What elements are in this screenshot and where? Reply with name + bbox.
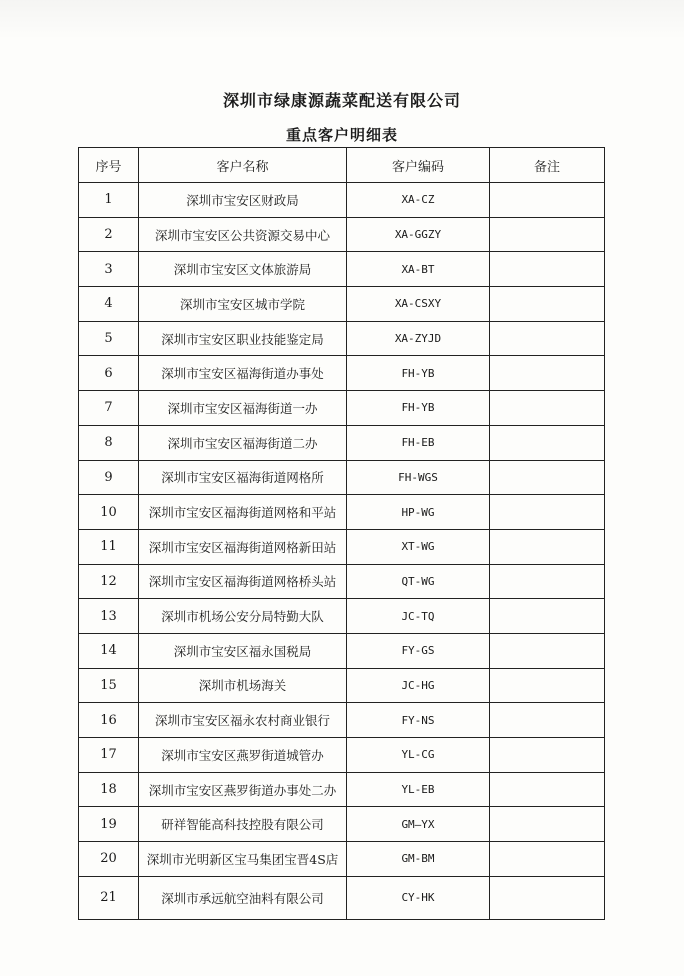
table-row [79,633,605,668]
client-code: GM-BM [347,842,490,877]
scan-shadow [0,0,684,40]
client-name: 深圳市宝安区燕罗街道办事处二办 [139,772,347,807]
header-code: 客户编码 [347,148,490,183]
client-table [78,147,605,920]
table-row [79,738,605,773]
table-row [79,287,605,322]
table-row [79,356,605,391]
table-row [79,391,605,426]
client-code: FH-WGS [347,460,490,495]
client-name: 深圳市宝安区职业技能鉴定局 [139,321,347,356]
client-name: 深圳市宝安区燕罗街道城管办 [139,738,347,773]
client-note [490,807,605,842]
client-name: 深圳市光明新区宝马集团宝晋4S店 [139,842,347,877]
row-number: 17 [79,738,139,773]
row-number: 11 [79,529,139,564]
client-name: 深圳市宝安区福永国税局 [139,633,347,668]
row-number: 14 [79,633,139,668]
header-name: 客户名称 [139,148,347,183]
table-row [79,529,605,564]
client-note [490,633,605,668]
row-number: 16 [79,703,139,738]
table-row [79,668,605,703]
row-number: 10 [79,495,139,530]
client-note [490,599,605,634]
client-code: JC-TQ [347,599,490,634]
client-code: YL-EB [347,772,490,807]
row-number: 20 [79,842,139,877]
row-number: 1 [79,183,139,218]
client-note [490,529,605,564]
client-note [490,425,605,460]
client-code: FY-GS [347,633,490,668]
table-row [79,217,605,252]
row-number: 8 [79,425,139,460]
row-number: 5 [79,321,139,356]
row-number: 3 [79,252,139,287]
table-row [79,842,605,877]
client-code: GM—YX [347,807,490,842]
client-code: XT-WG [347,529,490,564]
table-row [79,599,605,634]
table-row [79,460,605,495]
client-code: QT-WG [347,564,490,599]
client-name: 深圳市机场海关 [139,668,347,703]
client-code: XA-ZYJD [347,321,490,356]
client-code: XA-GGZY [347,217,490,252]
client-code: CY-HK [347,876,490,919]
client-note [490,564,605,599]
client-name: 深圳市宝安区福海街道一办 [139,391,347,426]
client-code: JC-HG [347,668,490,703]
client-name: 深圳市宝安区福海街道网格和平站 [139,495,347,530]
row-number: 2 [79,217,139,252]
table-row [79,252,605,287]
client-code: FY-NS [347,703,490,738]
client-note [490,287,605,322]
table-row [79,807,605,842]
table-row [79,564,605,599]
row-number: 12 [79,564,139,599]
client-name: 深圳市宝安区福海街道网格新田站 [139,529,347,564]
client-name: 深圳市宝安区文体旅游局 [139,252,347,287]
header-no: 序号 [79,148,139,183]
client-code: XA-BT [347,252,490,287]
table-row [79,425,605,460]
client-note [490,668,605,703]
client-note [490,183,605,218]
table-row [79,183,605,218]
client-name: 深圳市机场公安分局特勤大队 [139,599,347,634]
row-number: 19 [79,807,139,842]
client-note [490,842,605,877]
table-row [79,772,605,807]
table-row [79,876,605,919]
client-name: 深圳市宝安区财政局 [139,183,347,218]
table-title: 重点客户明细表 [285,126,398,144]
row-number: 13 [79,599,139,634]
company-name: 深圳市绿康源蔬菜配送有限公司 [222,91,461,110]
client-name: 深圳市宝安区福永农村商业银行 [139,703,347,738]
client-name: 深圳市宝安区福海街道网格所 [139,460,347,495]
table-header-row [79,148,605,183]
table-row [79,321,605,356]
client-code: HP-WG [347,495,490,530]
client-code: FH-YB [347,356,490,391]
client-name: 深圳市承远航空油料有限公司 [139,876,347,919]
client-code: YL-CG [347,738,490,773]
client-name: 深圳市宝安区公共资源交易中心 [139,217,347,252]
client-note [490,495,605,530]
client-code: XA-CZ [347,183,490,218]
client-name: 深圳市宝安区福海街道办事处 [139,356,347,391]
client-note [490,391,605,426]
row-number: 9 [79,460,139,495]
client-name: 深圳市宝安区福海街道网格桥头站 [139,564,347,599]
client-note [490,217,605,252]
row-number: 6 [79,356,139,391]
client-note [490,460,605,495]
client-note [490,772,605,807]
client-note [490,876,605,919]
client-code: XA-CSXY [347,287,490,322]
client-note [490,703,605,738]
client-name: 研祥智能高科技控股有限公司 [139,807,347,842]
client-note [490,252,605,287]
row-number: 4 [79,287,139,322]
row-number: 21 [79,876,139,919]
client-note [490,356,605,391]
row-number: 15 [79,668,139,703]
table-row [79,703,605,738]
client-note [490,738,605,773]
row-number: 18 [79,772,139,807]
client-code: FH-EB [347,425,490,460]
table-row [79,495,605,530]
header-note: 备注 [490,148,605,183]
client-name: 深圳市宝安区福海街道二办 [139,425,347,460]
client-code: FH-YB [347,391,490,426]
client-note [490,321,605,356]
row-number: 7 [79,391,139,426]
table-body [79,183,605,920]
client-name: 深圳市宝安区城市学院 [139,287,347,322]
